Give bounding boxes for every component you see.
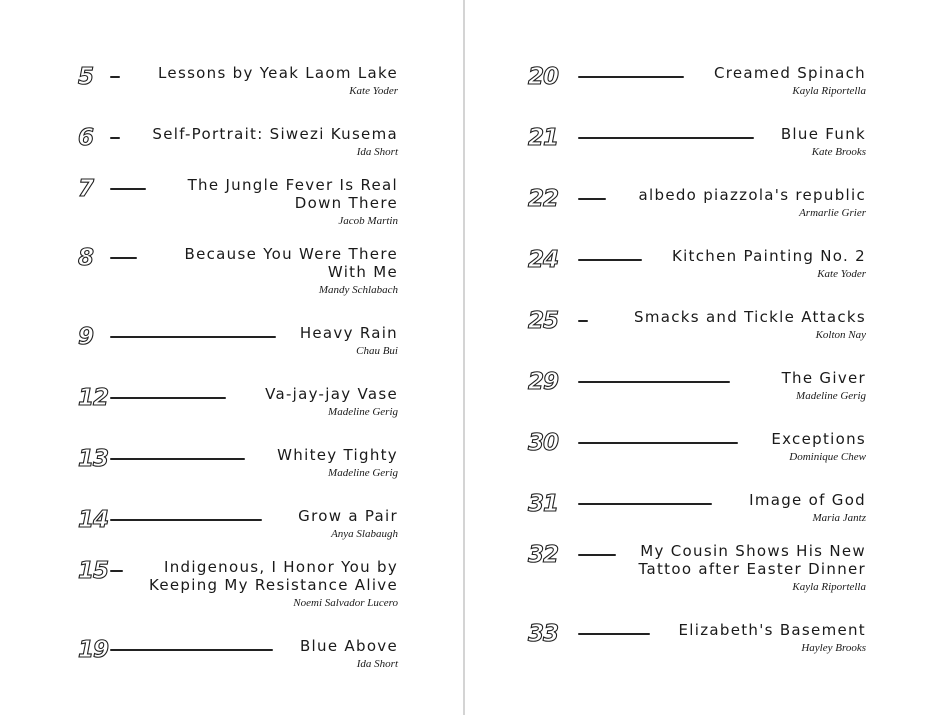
toc-leader-line xyxy=(578,503,712,505)
toc-title-line: The Giver xyxy=(781,369,866,387)
toc-leader-line xyxy=(110,336,276,338)
toc-title-line: Kitchen Painting No. 2 xyxy=(671,247,866,265)
toc-leader-line xyxy=(110,188,146,190)
page-gutter-divider xyxy=(463,0,465,715)
toc-page-number: 19 xyxy=(78,637,109,663)
toc-entry xyxy=(466,430,866,480)
toc-author: Kayla Riportella xyxy=(792,581,866,593)
toc-page-number: 6 xyxy=(78,125,94,151)
toc-page-number: 14 xyxy=(78,507,109,533)
toc-entry xyxy=(466,369,866,419)
toc-page-number: 31 xyxy=(528,491,559,517)
toc-author: Kolton Nay xyxy=(815,329,866,341)
toc-page-number: 25 xyxy=(528,308,559,334)
toc-title xyxy=(714,64,866,82)
toc-entry xyxy=(466,308,866,358)
toc-page-number: 15 xyxy=(78,558,109,584)
toc-entry xyxy=(0,176,398,227)
toc-entry xyxy=(466,621,866,671)
toc-title xyxy=(158,64,398,82)
toc-author: Noemi Salvador Lucero xyxy=(293,597,398,609)
toc-page-number: 30 xyxy=(528,430,559,456)
toc-leader-line xyxy=(110,257,137,259)
toc-title xyxy=(749,491,866,509)
toc-entry xyxy=(0,324,398,374)
toc-title-line: Indigenous, I Honor You by xyxy=(164,558,398,576)
toc-title xyxy=(679,621,866,639)
toc-author: Chau Bui xyxy=(356,345,398,357)
toc-title xyxy=(277,446,398,464)
toc-page-number: 8 xyxy=(78,245,94,271)
toc-entry xyxy=(0,245,398,296)
toc-title-line: Keeping My Resistance Alive xyxy=(148,576,398,594)
toc-author: Ida Short xyxy=(356,146,398,158)
toc-page-number: 32 xyxy=(528,542,559,568)
toc-page-number: 13 xyxy=(78,446,109,472)
toc-entry xyxy=(0,446,398,496)
toc-title-line: Lessons by Yeak Laom Lake xyxy=(158,64,398,82)
toc-title xyxy=(265,385,398,403)
toc-title-line: Smacks and Tickle Attacks xyxy=(634,308,866,326)
toc-title xyxy=(188,176,398,212)
toc-author: Dominique Chew xyxy=(789,451,866,463)
toc-title-line: Tattoo after Easter Dinner xyxy=(638,560,866,578)
toc-title xyxy=(300,324,398,342)
toc-author: Kate Yoder xyxy=(817,268,866,280)
toc-title-line: The Jungle Fever Is Real xyxy=(187,176,398,194)
toc-title-line: With Me xyxy=(327,263,398,281)
toc-leader-line xyxy=(110,458,245,460)
toc-title xyxy=(781,125,866,143)
toc-title xyxy=(152,125,398,143)
toc-author: Anya Slabaugh xyxy=(331,528,398,540)
toc-page-number: 9 xyxy=(78,324,94,350)
toc-page-number: 33 xyxy=(528,621,559,647)
toc-leader-line xyxy=(578,76,684,78)
toc-title xyxy=(672,247,866,265)
toc-author: Madeline Gerig xyxy=(796,390,866,402)
toc-title-line: Whitey Tighty xyxy=(277,446,398,464)
toc-author: Ida Short xyxy=(356,658,398,670)
toc-title xyxy=(782,369,866,387)
toc-title xyxy=(185,245,398,281)
toc-leader-line xyxy=(578,320,588,322)
toc-title-line: Blue Above xyxy=(299,637,398,655)
toc-leader-line xyxy=(110,137,120,139)
toc-leader-line xyxy=(578,442,738,444)
toc-page-number: 29 xyxy=(528,369,559,395)
toc-author: Kate Yoder xyxy=(349,85,398,97)
toc-leader-line xyxy=(110,649,273,651)
toc-leader-line xyxy=(578,198,606,200)
toc-entry xyxy=(0,558,398,609)
toc-page-number: 22 xyxy=(528,186,559,212)
toc-author: Maria Jantz xyxy=(812,512,866,524)
toc-entry xyxy=(0,64,398,114)
toc-author: Hayley Brooks xyxy=(801,642,866,654)
toc-page-number: 12 xyxy=(78,385,109,411)
toc-title xyxy=(771,430,866,448)
toc-title-line: Self-Portrait: Siwezi Kusema xyxy=(152,125,398,143)
toc-leader-line xyxy=(110,519,262,521)
toc-title-line: Down There xyxy=(294,194,398,212)
toc-leader-line xyxy=(578,633,650,635)
toc-title-line: Exceptions xyxy=(771,430,866,448)
toc-title xyxy=(639,542,866,578)
toc-leader-line xyxy=(578,137,754,139)
toc-entry xyxy=(0,507,398,557)
toc-entry xyxy=(0,125,398,175)
toc-leader-line xyxy=(578,259,642,261)
toc-leader-line xyxy=(110,76,120,78)
toc-page-number: 7 xyxy=(78,176,94,202)
toc-title-line: Elizabeth's Basement xyxy=(678,621,866,639)
toc-entry xyxy=(0,385,398,435)
toc-author: Jacob Martin xyxy=(338,215,398,227)
toc-page-number: 24 xyxy=(528,247,559,273)
toc-title-line: My Cousin Shows His New xyxy=(640,542,866,560)
toc-title xyxy=(298,507,398,525)
toc-title-line: Creamed Spinach xyxy=(713,64,866,82)
toc-author: Kayla Riportella xyxy=(792,85,866,97)
toc-page-number: 21 xyxy=(528,125,559,151)
toc-leader-line xyxy=(110,397,226,399)
toc-entry xyxy=(0,637,398,687)
toc-author: Madeline Gerig xyxy=(328,406,398,418)
toc-entry xyxy=(466,491,866,541)
toc-page-number: 5 xyxy=(78,64,94,90)
toc-leader-line xyxy=(578,554,616,556)
toc-title-line: Heavy Rain xyxy=(299,324,398,342)
toc-title xyxy=(639,186,866,204)
left-page xyxy=(0,0,463,715)
toc-title-line: albedo piazzola's republic xyxy=(638,186,866,204)
toc-author: Madeline Gerig xyxy=(328,467,398,479)
toc-leader-line xyxy=(110,570,123,572)
toc-entry xyxy=(466,247,866,297)
toc-title-line: Because You Were There xyxy=(184,245,398,263)
toc-title xyxy=(300,637,398,655)
toc-entry xyxy=(466,186,866,236)
toc-entry xyxy=(466,542,866,593)
toc-author: Mandy Schlabach xyxy=(318,284,398,296)
right-page xyxy=(466,0,929,715)
toc-title xyxy=(149,558,398,594)
toc-entry xyxy=(466,125,866,175)
toc-title-line: Grow a Pair xyxy=(298,507,398,525)
toc-entry xyxy=(466,64,866,114)
toc-title-line: Blue Funk xyxy=(780,125,866,143)
toc-title-line: Va-jay-jay Vase xyxy=(265,385,398,403)
toc-title-line: Image of God xyxy=(749,491,866,509)
toc-leader-line xyxy=(578,381,730,383)
toc-title xyxy=(634,308,866,326)
toc-author: Kate Brooks xyxy=(811,146,866,158)
toc-author: Armarlie Grier xyxy=(799,207,866,219)
toc-page-number: 20 xyxy=(528,64,559,90)
